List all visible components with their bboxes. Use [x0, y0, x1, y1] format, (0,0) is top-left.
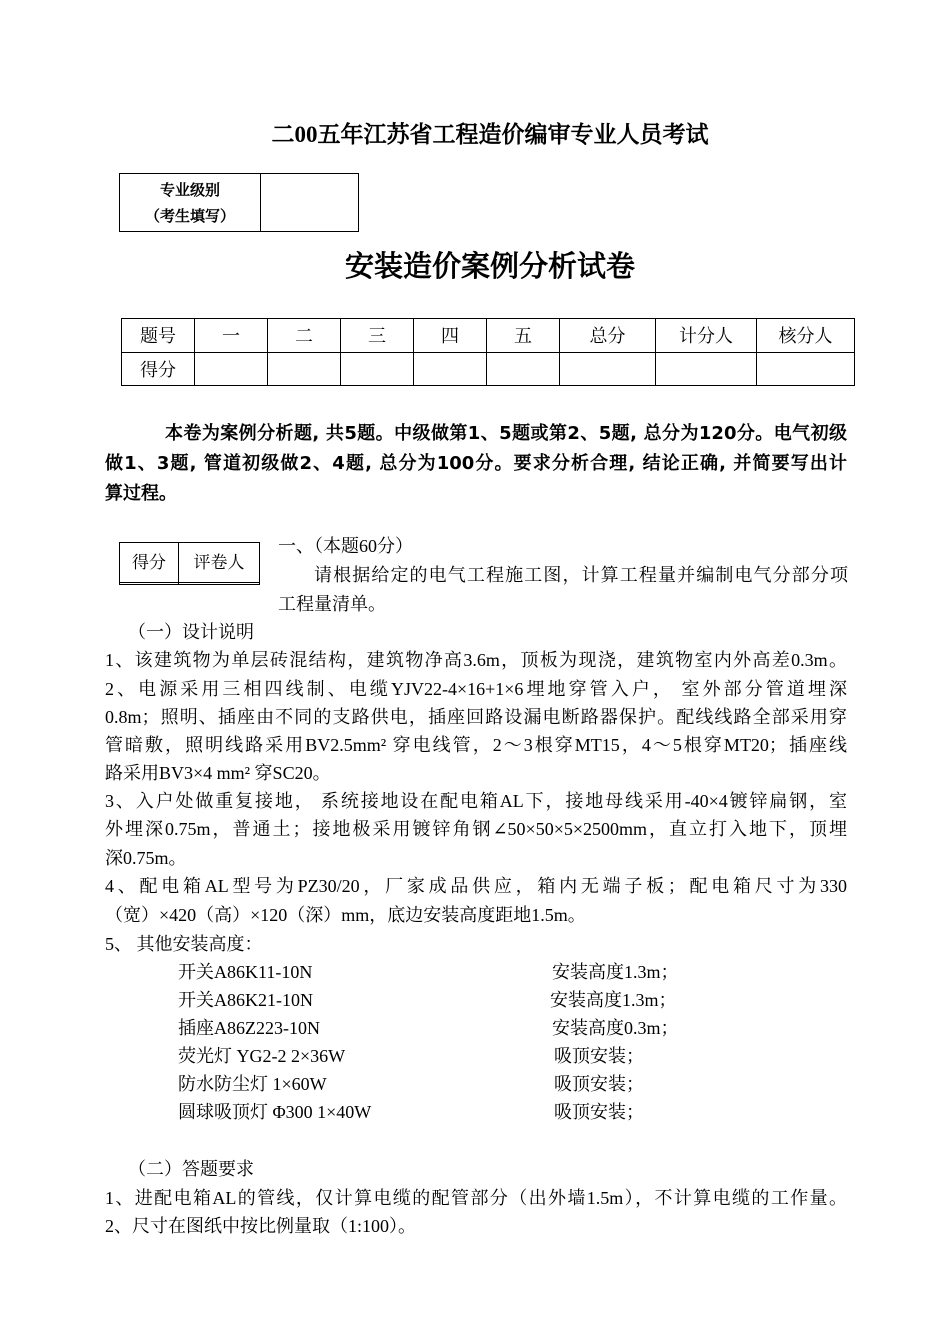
- level-label-line: 专业级别: [159, 180, 220, 199]
- score-header: 一: [195, 319, 268, 353]
- design-line: 深0.75m。: [105, 848, 187, 868]
- score-cell[interactable]: [487, 352, 560, 386]
- design-title: （一）设计说明: [128, 622, 254, 642]
- fixture-install: 吸顶安装；: [554, 1046, 644, 1066]
- score-header: 核分人: [757, 319, 855, 353]
- grader-label: 评卷人: [179, 543, 260, 583]
- grader-score-cell[interactable]: [120, 583, 179, 585]
- level-label: [120, 174, 261, 232]
- score-header: 三: [341, 319, 414, 353]
- grader-score-label: 得分: [120, 543, 179, 583]
- question-intro: 工程量清单。: [278, 594, 386, 614]
- fixture-install: 吸顶安装；: [554, 1074, 644, 1094]
- requirement-line: 1、进配电箱AL的管线，仅计算电缆的配管部分（出外墙1.5m），不计算电缆的工作量。: [105, 1188, 847, 1208]
- design-line: 4、配电箱AL型号为PZ30/20，厂家成品供应，箱内无端子板；配电箱尺寸为330: [105, 876, 847, 896]
- design-line: 管暗敷，照明线路采用BV2.5mm² 穿电线管，2～3根穿MT15，4～5根穿MT20；插座线: [105, 735, 847, 755]
- grader-table: [119, 542, 260, 585]
- score-cell[interactable]: [560, 352, 656, 386]
- score-cell[interactable]: [341, 352, 414, 386]
- fixture-name: 开关A86K11-10N: [178, 962, 313, 982]
- score-table: [121, 318, 855, 386]
- level-label-line: （考生填写）: [144, 206, 235, 225]
- question-heading: 一、（本题60分）: [278, 536, 413, 556]
- fixture-install: 吸顶安装；: [554, 1102, 644, 1122]
- design-line: 外埋深0.75m，普通土；接地极采用镀锌角钢∠50×50×5×2500mm，直立打入地下，顶埋: [105, 819, 847, 839]
- design-line: 1、该建筑物为单层砖混结构，建筑物净高3.6m，顶板为现浇，建筑物室内外高差0.3m。: [105, 650, 847, 670]
- score-header: 计分人: [656, 319, 757, 353]
- instruction-line: 本卷为案例分析题, 共5题。中级做第1、5题或第2、5题, 总分为120分。电气初级: [165, 423, 847, 444]
- fixture-install: 安装高度0.3m；: [552, 1018, 679, 1038]
- question-intro: 请根据给定的电气工程施工图，计算工程量并编制电气分部分项: [314, 565, 848, 585]
- score-cell[interactable]: [757, 352, 855, 386]
- requirement-line: 2、尺寸在图纸中按比例量取（1:100）。: [105, 1216, 416, 1236]
- score-cell[interactable]: [656, 352, 757, 386]
- score-row: [122, 352, 855, 386]
- fixture-name: 荧光灯 YG2-2 2×36W: [178, 1046, 346, 1066]
- fixture-name: 圆球吸顶灯 Φ300 1×40W: [178, 1102, 372, 1122]
- score-row-label: 得分: [122, 352, 195, 386]
- score-cell[interactable]: [414, 352, 487, 386]
- paper-title: 安装造价案例分析试卷: [344, 249, 635, 283]
- design-line: 2、电源采用三相四线制、电缆YJV22-4×16+1×6埋地穿管入户， 室外部分管道埋深: [105, 679, 847, 699]
- score-header: 二: [268, 319, 341, 353]
- design-line: 5、 其他安装高度：: [105, 934, 263, 954]
- score-cell[interactable]: [268, 352, 341, 386]
- grader-name-cell[interactable]: [179, 583, 260, 585]
- design-line: 3、入户处做重复接地， 系统接地设在配电箱AL下，接地母线采用-40×4镀锌扁钢，室: [105, 791, 847, 811]
- score-cell[interactable]: [195, 352, 268, 386]
- fixture-install: 安装高度1.3m；: [552, 962, 679, 982]
- score-header: 五: [487, 319, 560, 353]
- design-line: 路采用BV3×4 mm² 穿SC20。: [105, 763, 331, 783]
- fixture-name: 插座A86Z223-10N: [178, 1018, 320, 1038]
- score-header: 总分: [560, 319, 656, 353]
- exam-title: 二00五年江苏省工程造价编审专业人员考试: [271, 122, 709, 147]
- fixture-name: 防水防尘灯 1×60W: [178, 1074, 327, 1094]
- score-header-row: [122, 319, 855, 353]
- score-header: 四: [414, 319, 487, 353]
- fixture-install: 安装高度1.3m；: [550, 990, 677, 1010]
- level-table: [119, 173, 359, 232]
- score-header: 题号: [122, 319, 195, 353]
- fixture-name: 开关A86K21-10N: [178, 990, 313, 1010]
- requirements-title: （二）答题要求: [128, 1159, 254, 1179]
- design-line: 0.8m；照明、插座由不同的支路供电，插座回路设漏电断路器保护。配线线路全部采用穿: [105, 707, 847, 727]
- design-line: （宽）×420（高）×120（深）mm，底边安装高度距地1.5m。: [105, 905, 586, 925]
- instruction-line: 算过程。: [105, 483, 177, 504]
- level-field[interactable]: [261, 174, 359, 232]
- instruction-line: 做1、3题, 管道初级做2、4题, 总分为100分。要求分析合理, 结论正确, 并简要写出计: [105, 453, 847, 474]
